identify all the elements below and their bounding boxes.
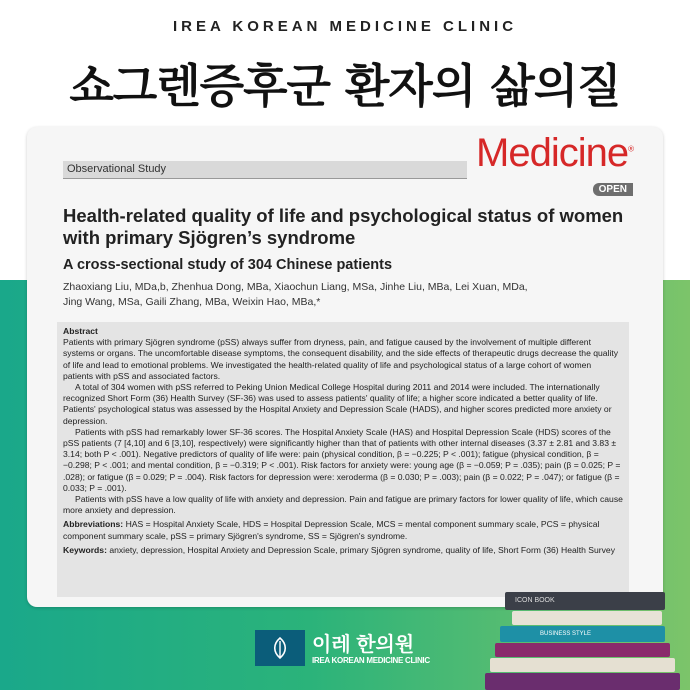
paper-card <box>27 127 663 607</box>
abstract-box <box>57 322 629 597</box>
book-second <box>512 611 662 625</box>
journal-logo <box>476 131 633 176</box>
abstract-conclusion: Patients with pSS have a low quality of life with anxiety and depression. Pain and fatigue are primary factors for lower quality of life, which cause more anxiety and depression. <box>63 494 623 516</box>
abstract-heading: Abstract <box>63 326 98 336</box>
abstract-methods: A total of 304 women with pSS referred to Peking Union Medical College Hospital during 2011 and 2014 were included. The internationally recognized Short Form (36) Health Survey (SF-36) was used to assess patients' quality of life; a higher score indicated a better quality of life. Patients' psychological status was assessed by the Hospital Anxiety and Depression Scale (HADS), and higher scores predicted more anxiety or depression. <box>63 382 612 426</box>
open-access-badge: OPEN <box>593 183 633 196</box>
article-title: Health-related quality of life and psychological status of women with primary Sjögren’s syndrome <box>63 205 624 248</box>
abstract-background: Patients with primary Sjögren syndrome (pSS) always suffer from dryness, pain, and fatigue caused by the involvement of multiple different systems or organs. The uncomfortable disease symptoms, the consequent disability, and the side effects of therapeutic drugs decrease the quality of life and lead to emotional problems. We investigated the health-related quality of life and psychological status of a large cohort of women patients with pSS and associated factors. <box>63 337 619 381</box>
authors <box>63 280 623 310</box>
clinic-logo <box>255 630 305 666</box>
clinic-name-header: IREA KOREAN MEDICINE CLINIC <box>172 18 518 35</box>
korean-title: 쇼그렌증후군 환자의 삶의질 <box>69 59 621 113</box>
footer-clinic-korean: 이레 한의원 <box>312 634 415 656</box>
footer-clinic-english: IREA KOREAN MEDICINE CLINIC <box>312 656 430 665</box>
book-spine-label-1: ICON BOOK <box>515 597 555 604</box>
book-bottom <box>485 673 680 690</box>
book-fifth <box>490 658 675 672</box>
article-subtitle: A cross-sectional study of 304 Chinese patients <box>63 257 393 273</box>
abbreviations-text: HAS = Hospital Anxiety Scale, HDS = Hospital Depression Scale, MCS = mental component summary scale, PCS = physical component summary scale, pSS = primary Sjögren's syndrome, SS = Sjögren's syndrome. <box>63 519 600 541</box>
abbreviations-label: Abbreviations: <box>63 519 124 530</box>
authors-line-2: Jing Wang, MSa, Gaili Zhang, MBa, Weixin Hao, MBa,* <box>63 296 321 308</box>
book-top <box>505 592 665 610</box>
abstract-results: Patients with pSS had remarkably lower SF-36 scores. The Hospital Anxiety Scale (HAS) and Hospital Depression Scale (HDS) scores of the pSS patients (7 [4,10] and 6 [3,10], respectively) were significantly higher than that of patients with other internal diseases (3.37 ± 2.81 and 3.83 ± 3.14; both P < .001). Negative predictors of quality of life were: pain (physical condition, β = −0.225; P < .001); fatigue (physical condition, β = −0.298; P < .001; and mental condition, β = −0.319; P < .001). Risk factors for anxiety were: young age (β = −0.059; P = .035); pain (β = 0.025; P = .028); or fatigue (β = 0.029; P = .004). Risk factors for depression were: xeroderma (β = 0.030; P = .003); pain (β = 0.022; P = .047); or fatigue (β = 0.033; P = .001). <box>63 426 621 493</box>
book-spine-label-2: BUSINESS STYLE <box>540 631 592 637</box>
keywords-label: Keywords: <box>63 544 107 555</box>
leaf-icon <box>267 635 293 661</box>
keywords <box>63 545 623 556</box>
section-label: Observational Study <box>63 161 467 179</box>
keywords-text: anxiety, depression, Hospital Anxiety and Depression Scale, primary Sjögren syndrome, quality of life, Short Form (36) Health Survey <box>109 544 615 555</box>
registered-mark: ® <box>628 144 633 154</box>
book-third <box>500 626 665 642</box>
journal-name: Medicine <box>476 131 629 175</box>
authors-line-1: Zhaoxiang Liu, MDa,b, Zhenhua Dong, MBa, Xiaochun Liang, MSa, Jinhe Liu, MBa, Lei Xuan, MDa, <box>63 281 528 293</box>
abbreviations <box>63 519 623 541</box>
book-fourth <box>495 643 670 657</box>
